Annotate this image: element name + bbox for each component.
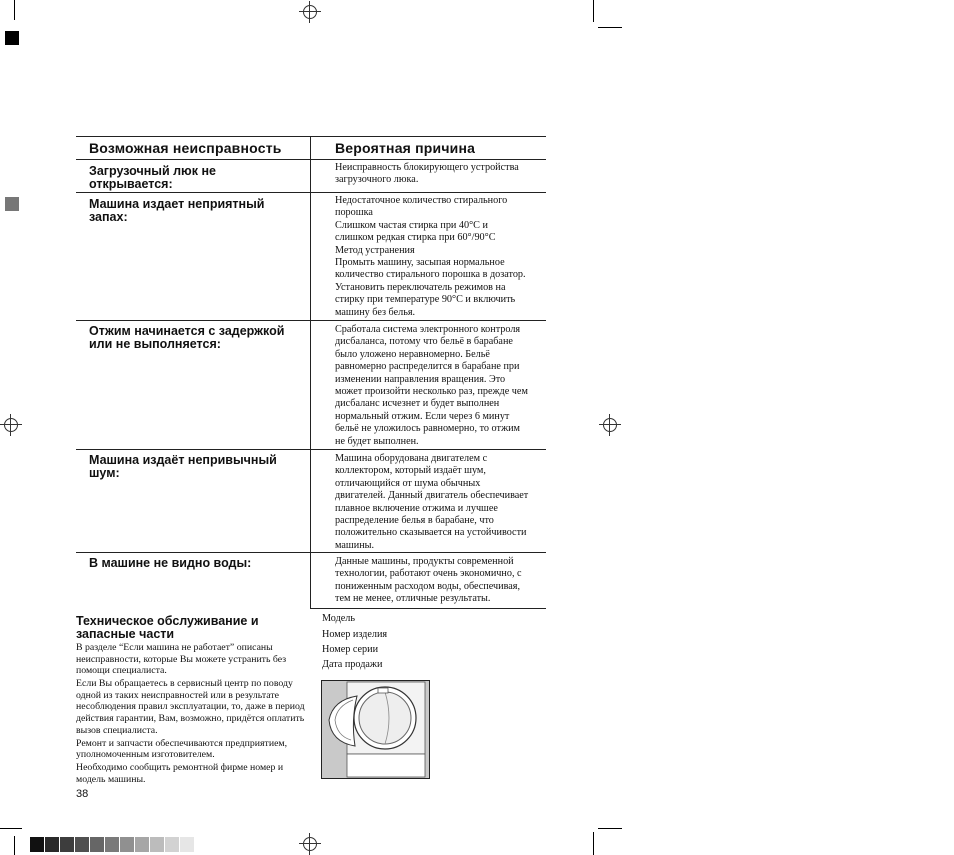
paragraph: Ремонт и запчасти обеспечиваются предприятием, уполномоченным изготовителем. (76, 737, 288, 761)
section-title: Техническое обслуживание и запасные части (76, 614, 259, 641)
table-top-rule (76, 136, 546, 137)
cause-text: Сработала система электронного контроля дисбаланса, потому что бельё в барабане было уложено неравномерно. Бельё равномерно распределится в барабане при изменении направления вращения. Это может произойти несколько раз, прежде чем дисбаланс исчезнет и будет выполнен нормальный отжим. Если через 6 минут бельё не уложилось равномерно, то отжим не будет выполнен. (335, 324, 528, 447)
crop-mark (0, 828, 22, 829)
table-row-divider (76, 552, 546, 553)
color-swatch (105, 837, 119, 852)
crop-mark (14, 0, 15, 20)
color-swatch (165, 837, 179, 852)
field-sale-date: Дата продажи (322, 659, 383, 670)
problem-text: Машина издает неприятный запах: (89, 197, 265, 224)
registration-mark (299, 1, 321, 23)
crop-mark (598, 27, 622, 28)
washing-machine-icon (321, 680, 430, 779)
color-swatch (135, 837, 149, 852)
crop-mark (14, 836, 15, 855)
problem-text: Отжим начинается с задержкой или не выполняется: (89, 324, 285, 351)
print-square-grey (5, 197, 19, 211)
color-swatch (150, 837, 164, 852)
registration-mark (299, 833, 321, 855)
table-bottom-rule (310, 608, 546, 609)
color-swatch (75, 837, 89, 852)
field-product-number: Номер изделия (322, 629, 388, 640)
color-swatch (30, 837, 44, 852)
color-swatch (90, 837, 104, 852)
table-row-divider (76, 320, 546, 321)
table-row-divider (76, 159, 546, 160)
problem-text: Загрузочный люк не открывается: (89, 164, 216, 191)
crop-mark (593, 832, 594, 855)
crop-mark (598, 828, 622, 829)
washing-machine-illustration (321, 680, 430, 779)
color-swatch (45, 837, 59, 852)
field-serial-number: Номер серии (322, 644, 379, 655)
color-swatch (120, 837, 134, 852)
table-header-cause: Вероятная причина (335, 140, 476, 156)
paragraph: Если Вы обращаетесь в сервисный центр по поводу одной из таких неисправностей или в результате несоблюдения правил эксплуатации, то, даже в период действия гарантии, Вам, возможно, придётся оплатить вызов специалиста. (76, 678, 305, 736)
registration-mark (599, 414, 621, 436)
cause-text: Машина оборудована двигателем с коллектором, который издаёт шум, отличающийся от шума обычных двигателей. Данный двигатель обеспечивает плавное включение отжима и лучшее распределение белья в барабане, что положительно сказывается на устойчивости машины. (335, 453, 529, 551)
print-color-bar (30, 837, 195, 852)
problem-text: В машине не видно воды: (89, 556, 252, 570)
crop-mark (593, 0, 594, 22)
page-number: 38 (76, 788, 89, 800)
table-row-divider (76, 449, 546, 450)
section-body (76, 642, 308, 787)
paragraph: В разделе “Если машина не работает” описаны неисправности, которые Вы можете устранить без помощи специалиста. (76, 642, 287, 677)
field-model: Модель (322, 613, 356, 624)
table-column-divider (310, 136, 311, 608)
problem-text: Машина издаёт непривычный шум: (89, 453, 277, 480)
paragraph: Необходимо сообщить ремонтной фирме номер и модель машины. (76, 762, 284, 786)
table-row-divider (76, 192, 546, 193)
cause-text: Неисправность блокирующего устройства загрузочного люка. (335, 162, 519, 186)
table-header-problem: Возможная неисправность (89, 140, 282, 156)
cause-text: Недостаточное количество стирального порошка Слишком частая стирка при 40°C и слишком редкая стирка при 60°/90°C Метод устранения Промыть машину, засыпая нормальное количество стирального порошка в дозатор. Установить переключатель режимов на стирку при температуре 90°C и включить машину без белья. (335, 195, 526, 318)
color-swatch (60, 837, 74, 852)
cause-text: Данные машины, продукты современной технологии, работают очень экономично, с пониженным расходом воды, обеспечивая, тем не менее, отличные результаты. (335, 556, 522, 605)
print-square-black (5, 31, 19, 45)
color-swatch (180, 837, 194, 852)
registration-mark (0, 414, 22, 436)
